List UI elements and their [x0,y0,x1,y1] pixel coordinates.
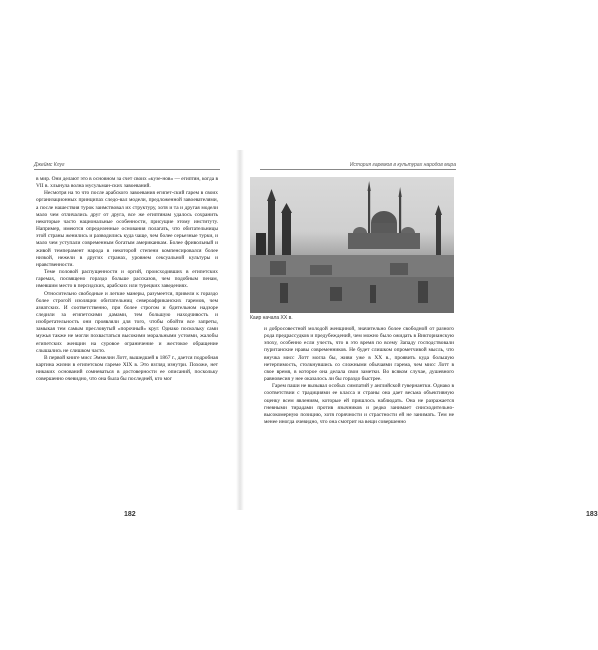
paragraph: в мир. Они делают это в основном за счет своих «кузе-нов» — египтян, когда в VII в. хлынула волна мусульман-ских завоеваний. [36,176,218,190]
page-number-left: 182 [124,511,136,518]
header-rule-right [260,169,456,170]
paragraph: Несмотря на то что после арабского завоевания египет-ский гарем в своих организационных принципах следо-вал модели, предложенной завоевателями, а после нашествия турок заимствовал их структуру, хотя и та и другая модели мало чем отличались друг от друга, все же египтянам удалось сохранить некоторые часто национальные особенности, присущие этому институту. Например, имеются определенные основания полагать, что обитательницы этой страны женились и разводились куда чаще, чем более серьезные турки, и мало чем уступали современным богатым американкам. Более фривольный и живой темперамент народа в некоторой степени компенсировался более низкой, нежели в других странах, уровнем сексуальной культуры и нравственности. [36,190,218,268]
paragraph: и добросовестной молодой женщиной, значительно более свободной от разного рода предрассудков и предубеждений, чем можно было ожидать в Викторианскую эпоху, особенно если учесть, что в это время по всему Западу господствовали пуританские нравы современников. Не будет слишком опрометчивой мысль, что внучка мисс Лотт могла бы, живи уже в XX в., проявить куда большую нетерпимость, столкнувшись со сложными обычаями гарема, чем мисс Лотт в свое время, в которое она делала свои заметки. Во всяком случае, душевного равновесия у нее оказалось ли бы гораздо быстрее. [264,326,454,383]
left-body-text [36,176,218,384]
page-number-right: 183 [586,511,598,518]
paragraph: Теме половой распущенности и оргий, происходивших в египетских гаремах, посвящено гораздо больше рассказов, чем подобным пенам, имевшим место в персидских, арабских или турецких заведениях. [36,269,218,290]
running-head-right: История гаремов в культурах народов мира [349,162,456,168]
paragraph: Гарем паши не вызывал особых симпатий у английской гувернантки. Однако в соответствии с традициями ее класса и страны она дает весьма объективную оценку всем явлениям, которые ей пришлось наблюдать. Она не разражается гневными тирадами против язычников и редко занимает снисходительно-высокомерную позицию, хотя горячности и страстности ей не занимать. Тем не менее иногда очевидно, что она смотрит на вещи совершенно [264,383,454,426]
photo-caption: Каир начала XX в. [250,315,293,321]
paragraph: В первой книге мисс Эммелин Лотт, вышедшей в 1867 г., дается подробная картина жизни в египетском гареме XIX в. Это взгляд изнутри. Похоже, нет никаких оснований сомневаться в достоверности ее описаний, поскольку совершенно очевидно, что она была бы последней, кто мог [36,354,218,383]
cairo-photograph [250,177,454,313]
right-body-text [264,326,454,426]
paragraph: Относительно свободные и легкие манеры, разумеется, привели к гораздо более строгой изоляции обитательниц североафриканских гаремов, чем азиатских. И соответственно, при более строгом и бдительном надзоре следили за египетскими дамами, тем большую находчивость и изобретательность они проявляли для того, чтобы обойти все запреты, замыкая тем самым пресловутый «порочный» круг. Однако поскольку сами мужья также не могли похвастаться высокими моральными устоями, жалобы египетских женщин на суровое ограничение и жестокое обращение слышались не слишком часто. [36,290,218,354]
right-page [240,0,598,650]
left-page [0,0,240,650]
header-rule-left [34,169,220,170]
running-head-left: Джеймс Клуг [34,162,65,168]
